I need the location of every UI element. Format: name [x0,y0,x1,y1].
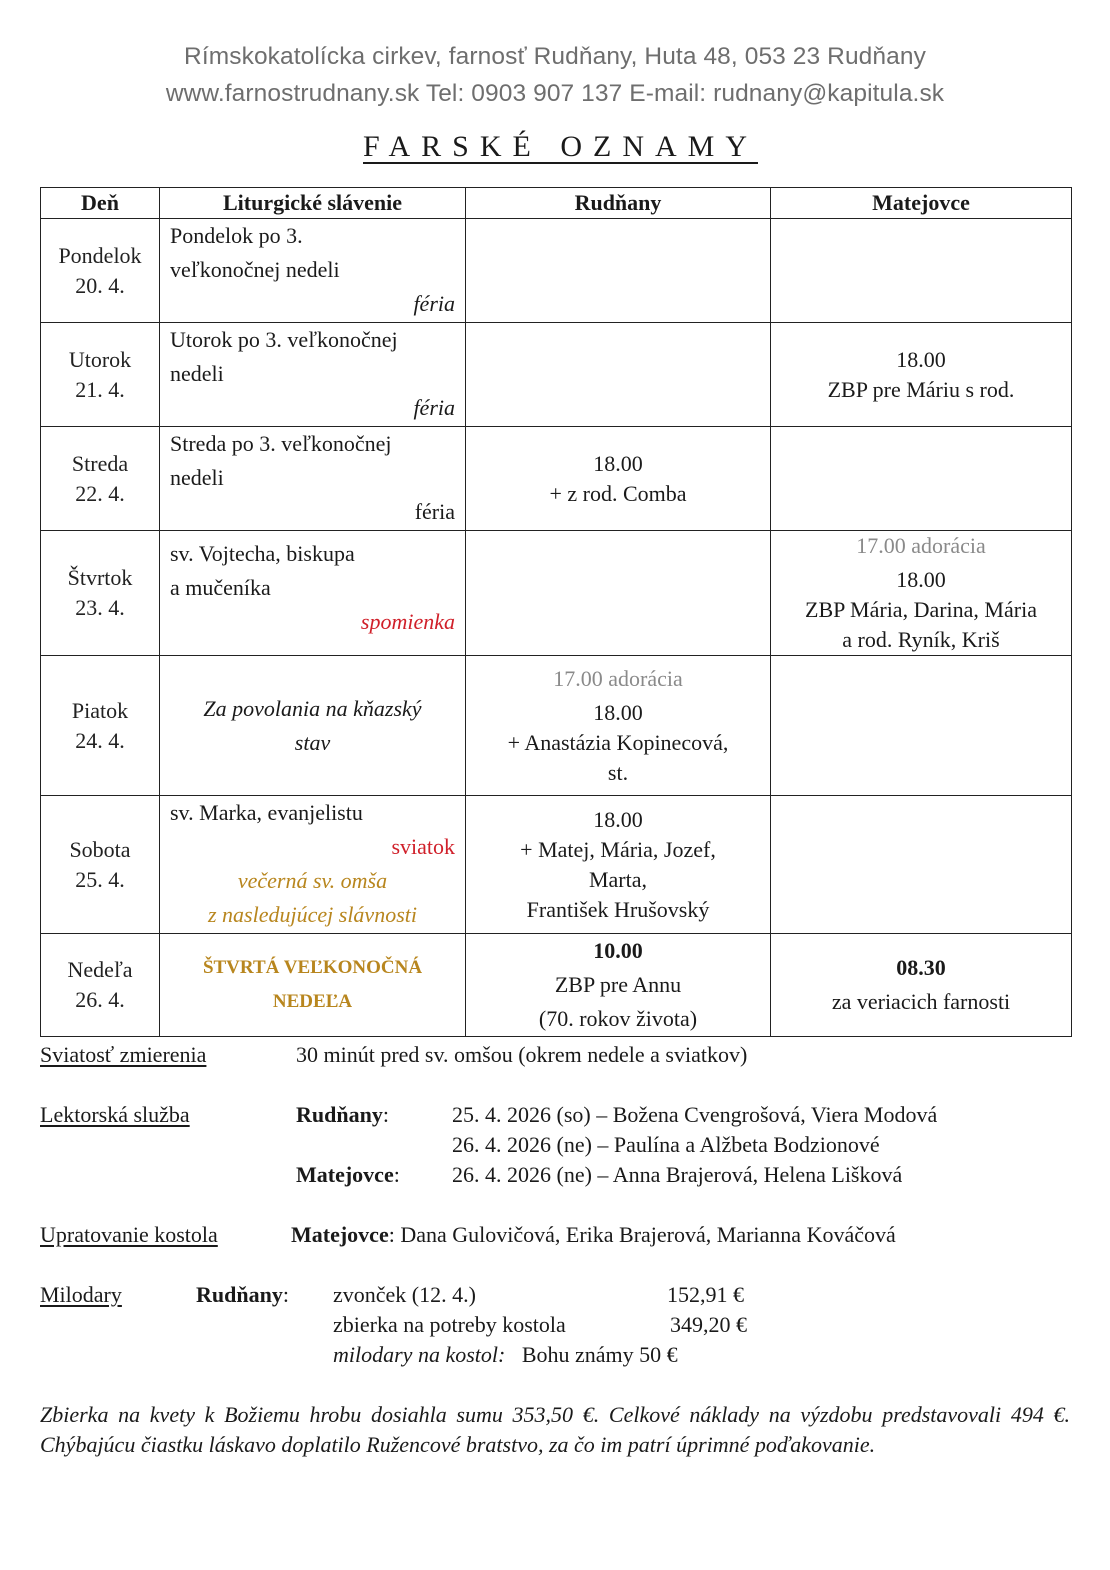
evening-mass-note: z nasledujúcej slávnosti [208,902,417,927]
mass-time: 18.00 [896,346,946,372]
offering-name: zvonček (12. 4.) [333,1282,476,1307]
col-header-liturgy: Liturgické slávenie [160,188,466,219]
mass-intention: + z rod. Comba [549,480,687,506]
rank-label: féria [414,499,455,524]
rudnany-cell [466,219,771,323]
rudnany-cell [466,323,771,427]
offerings-place: Rudňany: [196,1282,289,1307]
table-row [41,323,1072,427]
lector-entry: 26. 4. 2026 (ne) – Anna Brajerová, Helena Lišková [452,1162,903,1187]
liturgy-cell: Streda po 3. veľkonočnej nedeli féria [160,427,466,531]
col-header-matejovce: Matejovce [771,188,1072,219]
table-row [41,934,1072,1037]
lectors-label: Lektorská služba [40,1102,190,1127]
mass-time: 08.30 [896,955,946,980]
lector-entry: 25. 4. 2026 (so) – Božena Cvengrošová, Viera Modová [452,1102,938,1127]
cleaning-label: Upratovanie kostola [40,1222,218,1247]
day-cell: Utorok 21. 4. [41,323,160,427]
rank-label: féria [413,395,455,420]
cleaning-text: Matejovce: Dana Gulovičová, Erika Brajerová, Marianna Kováčová [291,1222,896,1247]
mass-time: 10.00 [593,938,643,963]
day-cell: Štvrtok 23. 4. [41,531,160,656]
offerings-label: Milodary [40,1282,122,1307]
mass-time: 18.00 [896,567,946,592]
rudnany-cell [466,531,771,656]
col-header-rudnany: Rudňany [466,188,771,219]
liturgy-cell: sv. Vojtecha, biskupa a mučeníka spomienka [160,531,466,656]
table-row [41,427,1072,531]
matejovce-cell [771,323,1072,427]
rank-label: spomienka [360,609,455,634]
col-header-day: Deň [41,188,160,219]
closing-note: Zbierka na kvety k Božiemu hrobu dosiahla sumu 353,50 €. Celkové náklady na výzdobu predstavovali 494 €. Chýbajúcu čiastku láskavo doplatilo Ružencové bratstvo, za čo im patrí úprimné poďakovanie. [40,1402,1070,1457]
offering-amount: 349,20 € [670,1312,747,1337]
lectors-matejovce-label: Matejovce: [296,1162,400,1187]
offering-gift: milodary na kostol: Bohu známy 50 € [333,1342,678,1367]
rudnany-cell [466,427,771,531]
schedule-table [40,187,1072,1037]
liturgy-cell: Utorok po 3. veľkonočnej nedeli féria [160,323,466,427]
matejovce-cell [771,531,1072,656]
matejovce-cell [771,796,1072,934]
table-row [41,796,1072,934]
day-cell: Piatok 24. 4. [41,656,160,796]
parish-contacts: www.farnostrudnany.sk Tel: 0903 907 137 E-mail: rudnany@kapitula.sk [165,80,945,107]
mass-intention: za veriacich farnosti [831,989,1011,1014]
mass-time: 18.00 [593,699,643,725]
evening-mass-note: večerná sv. omša [237,868,388,893]
rudnany-cell [466,656,771,796]
mass-intention: + Matej, Mária, Jozef, [520,836,716,862]
page-title: FARSKÉ OZNAMY [363,130,758,163]
offering-name: zbierka na potreby kostola [333,1312,566,1337]
mass-intention: + Anastázia Kopinecová, [507,729,729,755]
mass-intention: ZBP Mária, Darina, Mária [805,597,1037,622]
day-cell: Nedeľa 26. 4. [41,934,160,1037]
mass-intention: a rod. Ryník, Kriš [842,627,1000,652]
table-row [41,219,1072,323]
confession-text: 30 minút pred sv. omšou (okrem nedele a sviatkov) [296,1042,748,1067]
lectors-rudnany-label: Rudňany: [296,1102,389,1127]
adoration-time: 17.00 adorácia [553,665,683,691]
lector-entry: 26. 4. 2026 (ne) – Paulína a Alžbeta Bodzionové [452,1132,880,1157]
liturgy-cell: Pondelok po 3. veľkonočnej nedeli féria [160,219,466,323]
table-header-row [41,188,1072,219]
mass-intention: ZBP pre Annu [554,972,682,997]
mass-time: 18.00 [593,450,643,476]
rudnany-cell [466,934,771,1037]
confession-label: Sviatosť zmierenia [40,1042,207,1067]
matejovce-cell [771,934,1072,1037]
mass-time: 18.00 [593,806,643,832]
rank-label: sviatok [391,834,455,859]
mass-intention: Marta, [588,866,648,892]
day-cell: Sobota 25. 4. [41,796,160,934]
rudnany-cell [466,796,771,934]
liturgy-cell: sv. Marka, evanjelistu sviatok večerná sv. omša z nasledujúcej slávnosti [160,796,466,934]
liturgy-cell: ŠTVRTÁ VEĽKONOČNÁ NEDEĽA [160,934,466,1037]
mass-intention: ZBP pre Máriu s rod. [827,376,1015,402]
matejovce-cell [771,219,1072,323]
mass-intention: František Hrušovský [526,896,710,922]
offering-amount: 152,91 € [667,1282,744,1307]
parish-address: Rímskokatolícka cirkev, farnosť Rudňany, Huta 48, 053 23 Rudňany [184,43,926,70]
mass-intention: (70. rokov života) [538,1006,698,1031]
day-cell: Pondelok 20. 4. [41,219,160,323]
matejovce-cell [771,656,1072,796]
day-cell: Streda 22. 4. [41,427,160,531]
liturgy-cell: Za povolania na kňazský stav [160,656,466,796]
adoration-time: 17.00 adorácia [856,533,986,558]
table-row [41,531,1072,656]
rank-label: féria [413,291,455,316]
table-row [41,656,1072,796]
matejovce-cell [771,427,1072,531]
mass-intention: st. [607,759,629,785]
